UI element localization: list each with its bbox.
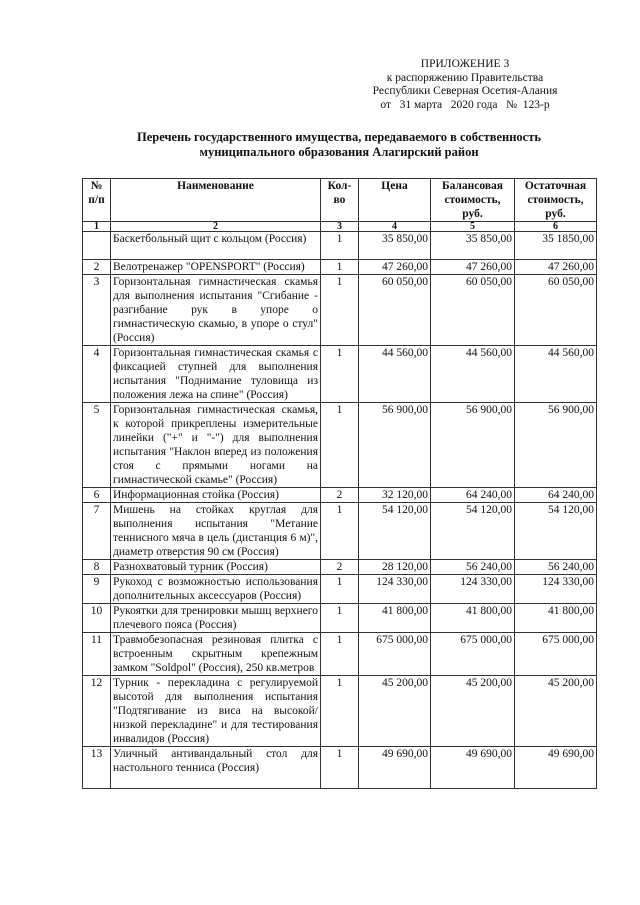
row-number: 12	[83, 676, 111, 747]
column-number: 6	[515, 222, 597, 232]
item-residual: 675 000,00	[515, 633, 597, 676]
item-residual: 44 560,00	[515, 346, 597, 403]
header-number: № п/п	[83, 179, 111, 222]
row-number: 9	[83, 575, 111, 604]
annex-authority: Республики Северная Осетия-Алания	[372, 85, 558, 97]
property-table	[82, 178, 597, 789]
item-balance: 675 000,00	[431, 633, 515, 676]
item-price: 47 260,00	[359, 260, 431, 275]
item-balance: 44 560,00	[431, 346, 515, 403]
row-number: 10	[83, 604, 111, 633]
item-price: 675 000,00	[359, 633, 431, 676]
document-title	[82, 130, 596, 160]
column-number: 2	[111, 222, 321, 232]
annex-ref: к распоряжению Правительства	[386, 71, 544, 84]
row-number	[83, 232, 111, 260]
item-price: 49 690,00	[359, 747, 431, 789]
item-name: Горизонтальная гимнастическая скамья для выполнения испытания "Сгибание - разгибание рук в упоре о гимнастическую скамью, в упоре о стул" (Россия)	[111, 275, 321, 346]
row-number: 7	[83, 503, 111, 560]
item-name: Мишень на стойках круглая для выполнения испытания "Метание теннисного мяча в цель (дистанция 6 м)", диаметр отверстия 90 см (Россия)	[111, 503, 321, 560]
table-row	[83, 403, 597, 488]
table-row	[83, 633, 597, 676]
item-balance: 35 850,00	[431, 232, 515, 260]
header-residual: Остаточная стоимость, руб.	[515, 179, 597, 222]
item-qty: 1	[321, 403, 359, 488]
item-qty: 1	[321, 260, 359, 275]
item-price: 45 200,00	[359, 676, 431, 747]
row-number: 8	[83, 560, 111, 575]
item-name: Рукоятки для тренировки мышц верхнего плечевого пояса (Россия)	[111, 604, 321, 633]
table-row	[83, 275, 597, 346]
item-residual: 35 1850,00	[515, 232, 597, 260]
item-balance: 124 330,00	[431, 575, 515, 604]
item-price: 35 850,00	[359, 232, 431, 260]
item-balance: 60 050,00	[431, 275, 515, 346]
item-qty: 1	[321, 676, 359, 747]
item-name: Велотренажер "OPENSPORT" (Россия)	[111, 260, 321, 275]
table-row	[83, 676, 597, 747]
header-price: Цена	[359, 179, 431, 222]
item-price: 60 050,00	[359, 275, 431, 346]
row-number: 11	[83, 633, 111, 676]
item-balance: 41 800,00	[431, 604, 515, 633]
item-residual: 56 900,00	[515, 403, 597, 488]
item-price: 28 120,00	[359, 560, 431, 575]
item-price: 124 330,00	[359, 575, 431, 604]
item-price: 54 120,00	[359, 503, 431, 560]
item-qty: 1	[321, 633, 359, 676]
table-row	[83, 488, 597, 503]
header-name: Наименование	[111, 179, 321, 222]
item-residual: 47 260,00	[515, 260, 597, 275]
table-body	[83, 232, 597, 789]
annex-date: от 31 марта 2020 года № 123-р	[380, 98, 550, 111]
column-number: 4	[359, 222, 431, 232]
table-row	[83, 747, 597, 789]
item-name: Разнохватовый турник (Россия)	[111, 560, 321, 575]
item-price: 44 560,00	[359, 346, 431, 403]
column-number: 3	[321, 222, 359, 232]
table-row	[83, 503, 597, 560]
table-row	[83, 346, 597, 403]
item-qty: 1	[321, 503, 359, 560]
item-balance: 47 260,00	[431, 260, 515, 275]
table-row	[83, 260, 597, 275]
item-name: Баскетбольный щит с кольцом (Россия)	[111, 232, 321, 260]
title-line-2: муниципального образования Алагирский район	[199, 145, 479, 159]
item-name: Рукоход с возможностью использования дополнительных аксессуаров (Россия)	[111, 575, 321, 604]
header-qty: Кол-во	[321, 179, 359, 222]
item-balance: 64 240,00	[431, 488, 515, 503]
item-residual: 41 800,00	[515, 604, 597, 633]
item-name: Горизонтальная гимнастическая скамья, к которой прикреплены измерительные линейки ("+" и "-") для выполнения испытания "Наклон вперед из положения стоя с прямыми ногами на гимнастической скамье" (Россия)	[111, 403, 321, 488]
row-number: 3	[83, 275, 111, 346]
item-qty: 2	[321, 488, 359, 503]
item-name: Травмобезопасная резиновая плитка с встроенным скрытным крепежным замком "Soldpol" (Россия), 250 кв.метров	[111, 633, 321, 676]
column-number: 5	[431, 222, 515, 232]
item-balance: 45 200,00	[431, 676, 515, 747]
item-residual: 60 050,00	[515, 275, 597, 346]
item-qty: 1	[321, 275, 359, 346]
annex-number: ПРИЛОЖЕНИЕ 3	[420, 58, 510, 70]
item-name: Уличный антивандальный стол для настольного тенниса (Россия)	[111, 747, 321, 789]
item-qty: 1	[321, 747, 359, 789]
item-balance: 56 900,00	[431, 403, 515, 488]
item-balance: 49 690,00	[431, 747, 515, 789]
item-name: Горизонтальная гимнастическая скамья с фиксацией ступней для выполнения испытания "Поднимание туловища из положения лежа на спине" (Россия)	[111, 346, 321, 403]
item-name: Турник - перекладина с регулируемой высотой для выполнения испытания "Подтягивание из виса на высокой/ низкой перекладине" и для тестирования инвалидов (Россия)	[111, 676, 321, 747]
title-line-1: Перечень государственного имущества, передаваемого в собственность	[137, 130, 541, 144]
item-qty: 2	[321, 560, 359, 575]
item-residual: 49 690,00	[515, 747, 597, 789]
item-qty: 1	[321, 346, 359, 403]
row-number: 13	[83, 747, 111, 789]
table-row	[83, 560, 597, 575]
item-price: 56 900,00	[359, 403, 431, 488]
column-number-row	[83, 222, 597, 232]
table-row	[83, 232, 597, 260]
item-price: 32 120,00	[359, 488, 431, 503]
item-balance: 56 240,00	[431, 560, 515, 575]
item-price: 41 800,00	[359, 604, 431, 633]
item-residual: 124 330,00	[515, 575, 597, 604]
row-number: 5	[83, 403, 111, 488]
column-number: 1	[83, 222, 111, 232]
item-residual: 56 240,00	[515, 560, 597, 575]
table-row	[83, 604, 597, 633]
header-balance: Балансовая стоимость, руб.	[431, 179, 515, 222]
annex-header	[360, 58, 570, 112]
item-balance: 54 120,00	[431, 503, 515, 560]
item-qty: 1	[321, 232, 359, 260]
row-number: 6	[83, 488, 111, 503]
item-qty: 1	[321, 604, 359, 633]
item-residual: 64 240,00	[515, 488, 597, 503]
row-number: 4	[83, 346, 111, 403]
item-residual: 45 200,00	[515, 676, 597, 747]
header-row	[83, 179, 597, 222]
row-number: 2	[83, 260, 111, 275]
item-name: Информационная стойка (Россия)	[111, 488, 321, 503]
table-row	[83, 575, 597, 604]
item-qty: 1	[321, 575, 359, 604]
item-residual: 54 120,00	[515, 503, 597, 560]
